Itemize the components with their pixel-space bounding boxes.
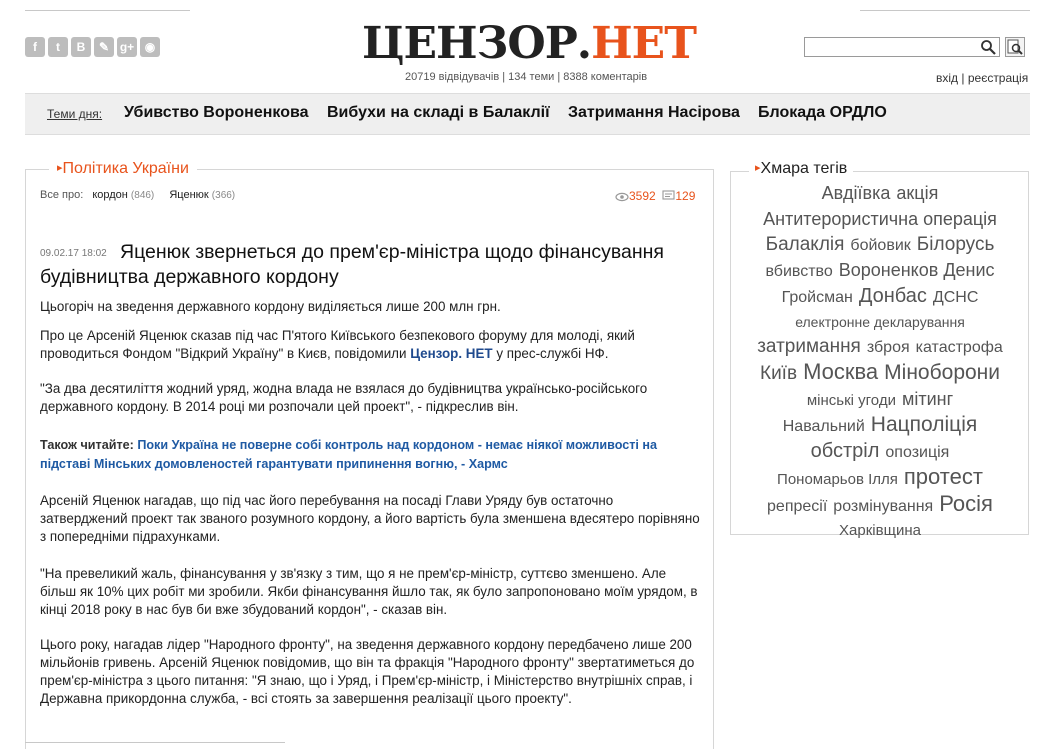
- tag-cloud-item[interactable]: опозиція: [885, 444, 950, 461]
- top-divider-left: [25, 10, 190, 11]
- vk-icon[interactable]: B: [71, 37, 91, 57]
- tag-link[interactable]: [169, 189, 235, 201]
- livejournal-icon[interactable]: ✎: [94, 37, 114, 57]
- tag-cloud-item[interactable]: бойовик: [850, 237, 911, 254]
- tag-name: кордон: [92, 189, 128, 201]
- article-title-text: Яценюк звернеться до прем'єр-міністра щодо фінансування будівництва державного кордону: [40, 241, 664, 288]
- article-paragraph: Цього року, нагадав лідер "Народного фронту", на зведення державного кордону передбачено лише 200 мільйонів гривень. Арсеній Яценюк повідомив, що він та фракція "Народного фронту" звертатиметься до прем'єр-міністра з цього питання: "Я знаю, що і Уряд, і Прем'єр-міністр, і Міністерство внутрішніх справ, і Державна прикордонна служба, - всі стоять за завершення реалізації цього проекту".: [40, 637, 695, 706]
- twitter-icon[interactable]: t: [48, 37, 68, 57]
- search-icon[interactable]: [980, 39, 996, 55]
- tag-cloud-item[interactable]: катастрофа: [915, 339, 1003, 356]
- tag-cloud-item[interactable]: Гройсман: [781, 289, 853, 306]
- tag-cloud-item[interactable]: обстріл: [810, 440, 880, 462]
- tag-cloud-row: [744, 492, 1016, 519]
- read-also-link[interactable]: Поки Україна не поверне собі контроль над кордоном - немає ніякої можливості на підставі Мінських домовленостей гарантувати припинення вогню, - Хармс: [40, 438, 658, 471]
- topic-link[interactable]: Блокада ОРДЛО: [758, 104, 887, 121]
- advanced-search-icon[interactable]: [1005, 37, 1025, 57]
- tag-cloud-row: [744, 181, 1016, 207]
- topic-link[interactable]: Затримання Насірова: [568, 104, 740, 121]
- comments-icon: [662, 190, 675, 202]
- social-links: [25, 37, 160, 57]
- tag-cloud-item[interactable]: Антитерористична операція: [763, 209, 997, 229]
- paragraph-text: Про це Арсеній Яценюк сказав під час П'ятого Київського безпекового форуму для молоді, який проводиться Фондом "Відкрий Україну" в Києв, повідомили: [40, 328, 635, 361]
- tag-cloud-item[interactable]: репресії: [767, 498, 828, 515]
- logo-part-2: НЕТ: [591, 18, 696, 69]
- googleplus-icon[interactable]: g+: [117, 37, 137, 57]
- top-divider-right: [860, 10, 1030, 11]
- tag-cloud-arrow-icon: ▸: [755, 162, 761, 174]
- article-quote: "За два десятиліття жодний уряд, жодна влада не взялася до будівництва українсько-російського державного кордону. В 2014 році ми розпочали цей проект", - підкреслив він.: [40, 381, 648, 414]
- article-lead: Цьогоріч на зведення державного кордону виділяється лише 200 млн грн.: [40, 299, 501, 314]
- tag-cloud-row: [744, 413, 1016, 439]
- tag-cloud-item[interactable]: електронне декларування: [795, 314, 965, 330]
- article-date: 09.02.17 18:02: [40, 248, 107, 259]
- tag-cloud-item[interactable]: Балаклія: [765, 234, 845, 255]
- tag-cloud-row: [744, 258, 1016, 284]
- views-count: 3592: [629, 189, 656, 203]
- article-counters: [615, 189, 695, 203]
- logo-part-1: ЦЕНЗОР.: [362, 18, 592, 69]
- tag-cloud-row: [744, 284, 1016, 310]
- tag-cloud-item[interactable]: Вороненков Денис: [838, 260, 995, 280]
- read-also: [40, 436, 700, 474]
- search-input[interactable]: [804, 37, 1000, 57]
- paragraph-text: у прес-службі НФ.: [492, 346, 609, 361]
- article-title: [40, 240, 700, 290]
- tag-cloud-row: [744, 519, 1016, 543]
- tag-cloud-item[interactable]: Харківщина: [839, 522, 921, 539]
- tag-cloud-row: [744, 207, 1016, 233]
- about-label: Все про:: [40, 189, 84, 201]
- tag-cloud-row: [744, 465, 1016, 492]
- topic-link[interactable]: Вибухи на складі в Балаклії: [327, 104, 550, 121]
- topics-bar: [25, 93, 1030, 135]
- site-stats: 20719 відвідувачів | 134 теми | 8388 коментарів: [405, 71, 648, 83]
- tag-cloud-item[interactable]: зброя: [866, 339, 910, 356]
- tag-count: (846): [130, 190, 155, 201]
- tag-count: (366): [211, 190, 236, 201]
- tag-cloud-item[interactable]: Нацполіція: [870, 413, 978, 436]
- rss-icon[interactable]: ◉: [140, 37, 160, 57]
- tag-cloud-item[interactable]: Росія: [939, 491, 993, 516]
- tag-cloud-item[interactable]: ДСНС: [932, 289, 979, 306]
- article-paragraph: Арсеній Яценюк нагадав, що під час його перебування на посаді Глави Уряду був остаточно затверджений проект так званого розумного кордону, а його вартість була зменшена вдесятеро порівняно з попередніми підрахунками.: [40, 493, 700, 544]
- article-quote: "На превеликий жаль, фінансування у зв'язку з тим, що я не прем'єр-міністр, суттєво зменшено. Але більш як 10% цих робіт ми зробили. Якби фінансування йшло так, як було запропоновано моїм урядом, в кінці 2018 року в нас був би вже збудований кордон", - сказав він.: [40, 566, 698, 617]
- tag-cloud-row: [744, 335, 1016, 360]
- bottom-divider: [25, 742, 285, 743]
- tag-cloud-item[interactable]: мінські угоди: [806, 392, 896, 409]
- section-arrow-icon: ▸: [57, 162, 63, 174]
- tag-cloud-row: [744, 233, 1016, 258]
- article-tags: [40, 189, 235, 201]
- tag-cloud-title-text: Хмара тегів: [760, 160, 848, 177]
- eye-icon: [615, 192, 629, 202]
- tag-cloud-item[interactable]: протест: [903, 464, 983, 489]
- auth-separator: |: [958, 71, 968, 85]
- brand-link[interactable]: Цензор. НЕТ: [410, 346, 493, 361]
- login-link[interactable]: вхід: [936, 71, 959, 85]
- article-paragraph: [40, 327, 700, 363]
- topic-link[interactable]: Убивство Вороненкова: [124, 104, 309, 121]
- tag-cloud-item[interactable]: Донбас: [858, 285, 927, 307]
- tag-cloud-item[interactable]: Москва: [803, 359, 879, 384]
- tag-cloud-item[interactable]: Київ: [760, 363, 798, 384]
- tag-cloud-item[interactable]: мітинг: [901, 389, 954, 409]
- tag-cloud-row: [744, 310, 1016, 335]
- tag-cloud-row: [744, 360, 1016, 387]
- tag-cloud-item[interactable]: розмінування: [833, 498, 934, 515]
- register-link[interactable]: реєстрація: [967, 71, 1029, 85]
- read-also-label: Також читайте:: [40, 438, 134, 452]
- tag-cloud-title: [749, 160, 853, 178]
- auth-links: [936, 71, 1028, 85]
- site-logo[interactable]: [362, 18, 696, 69]
- tag-cloud-item[interactable]: вбивство: [765, 263, 833, 280]
- tag-cloud-item[interactable]: Пономарьов Ілля: [777, 471, 898, 488]
- topics-label[interactable]: Теми дня:: [47, 107, 103, 121]
- tag-cloud-item[interactable]: Навальний: [782, 418, 865, 435]
- tag-cloud-row: [744, 387, 1016, 413]
- tag-cloud-item[interactable]: Авдіївка: [821, 183, 891, 203]
- tag-cloud-item[interactable]: Білорусь: [916, 234, 995, 255]
- tag-cloud-item[interactable]: акція: [896, 183, 939, 203]
- section-title[interactable]: [49, 160, 197, 178]
- facebook-icon[interactable]: f: [25, 37, 45, 57]
- tag-cloud-row: [744, 439, 1016, 465]
- section-title-text: Політика України: [62, 160, 189, 177]
- tag-name: Яценюк: [169, 189, 209, 201]
- tag-cloud: [744, 181, 1016, 543]
- comments-count[interactable]: 129: [675, 189, 696, 203]
- tag-cloud-item[interactable]: затримання: [757, 336, 861, 357]
- tag-cloud-item[interactable]: Міноборони: [884, 361, 1000, 384]
- tag-link[interactable]: [92, 189, 154, 201]
